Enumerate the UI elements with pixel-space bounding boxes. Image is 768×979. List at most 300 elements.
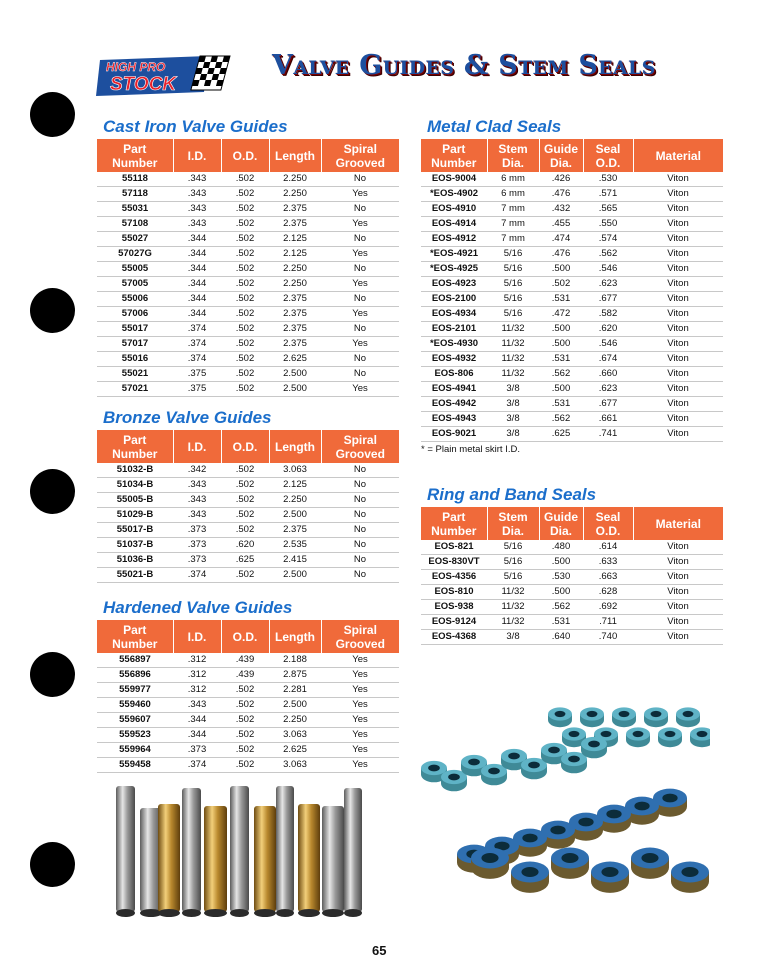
table-cell: 3.063: [269, 758, 321, 773]
table-cell: .620: [583, 322, 633, 337]
table-cell: No: [321, 568, 399, 583]
table-row: [97, 523, 399, 538]
table-cell: .455: [539, 217, 583, 232]
table-cell: Viton: [633, 337, 723, 352]
part-number-cell: EOS-806: [421, 367, 487, 382]
table-cell: Yes: [321, 683, 399, 698]
part-number-cell: 559964: [97, 743, 173, 758]
table-cell: Viton: [633, 232, 723, 247]
svg-text:STOCK: STOCK: [110, 74, 177, 95]
table-cell: .502: [221, 352, 269, 367]
table-row: [421, 277, 723, 292]
table-row: [97, 758, 399, 773]
table-cell: Viton: [633, 307, 723, 322]
column-header: Guide Dia.: [539, 139, 583, 172]
stem-seal: [471, 848, 509, 879]
table-cell: .342: [173, 463, 221, 478]
table-cell: 2.375: [269, 202, 321, 217]
table-cell: 2.415: [269, 553, 321, 568]
valve-guide-tube: [182, 788, 201, 912]
part-number-cell: EOS-4943: [421, 412, 487, 427]
table-cell: .674: [583, 352, 633, 367]
part-number-cell: EOS-4923: [421, 277, 487, 292]
table-cell: .711: [583, 615, 633, 630]
part-number-cell: 57021: [97, 382, 173, 397]
table-cell: .500: [539, 322, 583, 337]
table-cell: .343: [173, 172, 221, 187]
table-cell: Viton: [633, 570, 723, 585]
table-cell: .640: [539, 630, 583, 645]
bronze-guides-table: [97, 430, 399, 583]
table-row: [97, 553, 399, 568]
part-number-cell: 55031: [97, 202, 173, 217]
part-number-cell: 559523: [97, 728, 173, 743]
table-cell: 2.188: [269, 653, 321, 668]
table-cell: .374: [173, 568, 221, 583]
table-cell: 3/8: [487, 427, 539, 442]
page-title: Valve Guides & Stem Seals: [272, 50, 656, 81]
table-cell: Viton: [633, 202, 723, 217]
stem-seal: [658, 727, 682, 747]
valve-guide-tube: [254, 806, 276, 912]
binder-hole: [30, 288, 75, 333]
column-header: Spiral Grooved: [321, 139, 399, 172]
table-cell: No: [321, 463, 399, 478]
column-header: O.D.: [221, 430, 269, 463]
table-cell: .741: [583, 427, 633, 442]
table-cell: No: [321, 553, 399, 568]
part-number-cell: 57108: [97, 217, 173, 232]
part-number-cell: 55005-B: [97, 493, 173, 508]
table-row: [97, 172, 399, 187]
valve-guide-tube: [230, 786, 249, 912]
table-cell: Yes: [321, 187, 399, 202]
table-cell: .502: [221, 322, 269, 337]
table-cell: .344: [173, 728, 221, 743]
binder-hole: [30, 92, 75, 137]
table-cell: No: [321, 478, 399, 493]
table-row: [97, 217, 399, 232]
table-cell: .502: [221, 493, 269, 508]
table-cell: 7 mm: [487, 202, 539, 217]
table-cell: .502: [539, 277, 583, 292]
valve-guide-tube: [204, 806, 227, 912]
pro-stock-logo: [96, 52, 234, 98]
table-cell: 2.625: [269, 352, 321, 367]
table-cell: .562: [539, 367, 583, 382]
table-row: [97, 713, 399, 728]
table-row: [421, 570, 723, 585]
table-cell: .623: [583, 382, 633, 397]
table-row: [421, 202, 723, 217]
part-number-cell: 55021-B: [97, 568, 173, 583]
table-cell: No: [321, 352, 399, 367]
table-cell: .500: [539, 585, 583, 600]
table-cell: Viton: [633, 367, 723, 382]
table-cell: .546: [583, 262, 633, 277]
stem-seals-photo: [420, 698, 710, 920]
table-cell: .343: [173, 202, 221, 217]
table-cell: No: [321, 538, 399, 553]
table-cell: .312: [173, 683, 221, 698]
binder-hole: [30, 652, 75, 697]
table-cell: 2.375: [269, 292, 321, 307]
column-header: O.D.: [221, 139, 269, 172]
part-number-cell: 55017: [97, 322, 173, 337]
table-cell: 5/16: [487, 555, 539, 570]
table-cell: .374: [173, 352, 221, 367]
table-cell: .625: [221, 553, 269, 568]
page-number: 65: [372, 943, 387, 958]
table-cell: .375: [173, 382, 221, 397]
table-cell: .500: [539, 382, 583, 397]
part-number-cell: 55027: [97, 232, 173, 247]
table-cell: .343: [173, 478, 221, 493]
part-number-cell: EOS-4934: [421, 307, 487, 322]
table-cell: .502: [221, 172, 269, 187]
part-number-cell: EOS-830VT: [421, 555, 487, 570]
table-cell: 2.875: [269, 668, 321, 683]
table-row: [97, 277, 399, 292]
part-number-cell: 556897: [97, 653, 173, 668]
table-cell: .661: [583, 412, 633, 427]
table-cell: 2.125: [269, 478, 321, 493]
stem-seal: [591, 862, 629, 893]
table-cell: .502: [221, 292, 269, 307]
table-cell: .500: [539, 555, 583, 570]
part-number-cell: 57118: [97, 187, 173, 202]
valve-guide-tube: [158, 804, 180, 912]
column-header: Part Number: [97, 620, 173, 653]
stem-seal: [676, 707, 700, 727]
table-cell: Viton: [633, 292, 723, 307]
part-number-cell: *EOS-4930: [421, 337, 487, 352]
table-cell: .502: [221, 743, 269, 758]
table-row: [97, 337, 399, 352]
part-number-cell: *EOS-4902: [421, 187, 487, 202]
part-number-cell: EOS-4914: [421, 217, 487, 232]
table-cell: 3/8: [487, 382, 539, 397]
valve-guide-tube: [276, 786, 294, 912]
table-cell: .343: [173, 187, 221, 202]
part-number-cell: *EOS-4921: [421, 247, 487, 262]
column-header: Seal O.D.: [583, 507, 633, 540]
section-title-metal-clad: Metal Clad Seals: [427, 117, 562, 136]
table-row: [97, 653, 399, 668]
stem-seal: [626, 727, 650, 747]
stem-seal: [441, 770, 467, 791]
table-cell: 5/16: [487, 262, 539, 277]
table-cell: 2.250: [269, 493, 321, 508]
table-row: [97, 202, 399, 217]
table-row: [421, 217, 723, 232]
table-row: [421, 307, 723, 322]
table-cell: 2.375: [269, 307, 321, 322]
stem-seal: [521, 758, 547, 779]
part-number-cell: 57017: [97, 337, 173, 352]
table-cell: Viton: [633, 412, 723, 427]
section-title-hardened: Hardened Valve Guides: [103, 598, 293, 617]
table-row: [421, 540, 723, 555]
column-header: I.D.: [173, 620, 221, 653]
part-number-cell: 55017-B: [97, 523, 173, 538]
table-cell: 2.125: [269, 232, 321, 247]
table-cell: Yes: [321, 713, 399, 728]
table-cell: 2.500: [269, 508, 321, 523]
column-header: Length: [269, 620, 321, 653]
valve-guide-tube: [322, 806, 344, 912]
stem-seal: [612, 707, 636, 727]
table-cell: .343: [173, 508, 221, 523]
column-header: Guide Dia.: [539, 507, 583, 540]
table-row: [421, 630, 723, 645]
table-cell: .502: [221, 463, 269, 478]
table-cell: .373: [173, 743, 221, 758]
table-row: [421, 322, 723, 337]
part-number-cell: EOS-4932: [421, 352, 487, 367]
table-cell: 2.375: [269, 523, 321, 538]
column-header: Length: [269, 430, 321, 463]
part-number-cell: EOS-821: [421, 540, 487, 555]
table-row: [97, 508, 399, 523]
table-cell: .740: [583, 630, 633, 645]
table-cell: .480: [539, 540, 583, 555]
cast-iron-guides-table: [97, 139, 399, 397]
table-row: [97, 698, 399, 713]
table-cell: .374: [173, 337, 221, 352]
stem-seal: [690, 727, 710, 747]
stem-seal: [511, 862, 549, 893]
table-cell: Viton: [633, 187, 723, 202]
part-number-cell: *EOS-4925: [421, 262, 487, 277]
table-row: [421, 292, 723, 307]
table-cell: .531: [539, 352, 583, 367]
part-number-cell: EOS-4910: [421, 202, 487, 217]
table-cell: 2.250: [269, 187, 321, 202]
part-number-cell: 51029-B: [97, 508, 173, 523]
table-cell: .373: [173, 553, 221, 568]
table-cell: .628: [583, 585, 633, 600]
table-cell: 2.500: [269, 382, 321, 397]
table-row: [97, 262, 399, 277]
table-cell: Yes: [321, 668, 399, 683]
table-cell: 2.500: [269, 367, 321, 382]
column-header: I.D.: [173, 139, 221, 172]
table-cell: No: [321, 202, 399, 217]
table-cell: Yes: [321, 337, 399, 352]
table-row: [97, 568, 399, 583]
table-row: [97, 352, 399, 367]
table-cell: Viton: [633, 630, 723, 645]
part-number-cell: 55006: [97, 292, 173, 307]
table-cell: .502: [221, 713, 269, 728]
table-cell: .500: [539, 337, 583, 352]
table-cell: .571: [583, 187, 633, 202]
table-row: [97, 322, 399, 337]
part-number-cell: 51037-B: [97, 538, 173, 553]
part-number-cell: EOS-9004: [421, 172, 487, 187]
table-cell: .550: [583, 217, 633, 232]
table-cell: .500: [539, 262, 583, 277]
column-header: Part Number: [97, 430, 173, 463]
table-cell: .660: [583, 367, 633, 382]
part-number-cell: 55021: [97, 367, 173, 382]
table-cell: 11/32: [487, 367, 539, 382]
footnote: * = Plain metal skirt I.D.: [421, 444, 520, 455]
table-cell: 2.375: [269, 322, 321, 337]
table-row: [421, 615, 723, 630]
part-number-cell: 57027G: [97, 247, 173, 262]
table-cell: Viton: [633, 322, 723, 337]
table-cell: Viton: [633, 262, 723, 277]
binder-hole: [30, 469, 75, 514]
column-header: Part Number: [421, 139, 487, 172]
table-cell: .426: [539, 172, 583, 187]
part-number-cell: 559460: [97, 698, 173, 713]
section-title-cast-iron: Cast Iron Valve Guides: [103, 117, 288, 136]
table-row: [97, 743, 399, 758]
table-cell: .663: [583, 570, 633, 585]
table-cell: .344: [173, 247, 221, 262]
table-cell: Viton: [633, 247, 723, 262]
table-row: [421, 262, 723, 277]
table-row: [97, 367, 399, 382]
hardened-guides-table: [97, 620, 399, 773]
table-cell: 2.250: [269, 262, 321, 277]
table-row: [421, 367, 723, 382]
table-row: [421, 337, 723, 352]
table-cell: 5/16: [487, 540, 539, 555]
table-cell: 11/32: [487, 585, 539, 600]
part-number-cell: 559607: [97, 713, 173, 728]
table-cell: 2.500: [269, 698, 321, 713]
table-cell: .344: [173, 713, 221, 728]
stem-seal: [548, 707, 572, 727]
table-row: [421, 382, 723, 397]
part-number-cell: 51036-B: [97, 553, 173, 568]
part-number-cell: 55005: [97, 262, 173, 277]
table-cell: 5/16: [487, 247, 539, 262]
valve-guides-photo: [98, 782, 374, 924]
column-header: Part Number: [97, 139, 173, 172]
table-cell: 11/32: [487, 337, 539, 352]
table-row: [421, 352, 723, 367]
table-cell: .343: [173, 698, 221, 713]
table-cell: Yes: [321, 307, 399, 322]
column-header: Spiral Grooved: [321, 430, 399, 463]
table-row: [97, 382, 399, 397]
table-cell: Viton: [633, 217, 723, 232]
column-header: Material: [633, 139, 723, 172]
table-cell: 3.063: [269, 728, 321, 743]
table-cell: No: [321, 172, 399, 187]
table-cell: .614: [583, 540, 633, 555]
table-cell: .562: [583, 247, 633, 262]
table-row: [97, 683, 399, 698]
table-cell: .343: [173, 217, 221, 232]
table-cell: .502: [221, 728, 269, 743]
table-cell: .502: [221, 202, 269, 217]
table-cell: Viton: [633, 555, 723, 570]
table-cell: .582: [583, 307, 633, 322]
part-number-cell: 55118: [97, 172, 173, 187]
table-cell: 3.063: [269, 463, 321, 478]
table-cell: .502: [221, 523, 269, 538]
table-cell: 2.250: [269, 172, 321, 187]
part-number-cell: 51034-B: [97, 478, 173, 493]
table-cell: .531: [539, 292, 583, 307]
column-header: Material: [633, 507, 723, 540]
table-cell: 5/16: [487, 277, 539, 292]
table-cell: 5/16: [487, 292, 539, 307]
table-cell: .344: [173, 262, 221, 277]
table-cell: 2.125: [269, 247, 321, 262]
table-cell: .502: [221, 698, 269, 713]
table-cell: 2.281: [269, 683, 321, 698]
table-cell: .502: [221, 277, 269, 292]
table-row: [421, 600, 723, 615]
table-cell: .373: [173, 538, 221, 553]
table-cell: No: [321, 232, 399, 247]
table-cell: .502: [221, 683, 269, 698]
stem-seal: [581, 737, 607, 758]
table-cell: .530: [539, 570, 583, 585]
table-cell: Yes: [321, 277, 399, 292]
part-number-cell: EOS-2100: [421, 292, 487, 307]
table-cell: No: [321, 322, 399, 337]
table-cell: .562: [539, 412, 583, 427]
table-row: [97, 292, 399, 307]
stem-seal: [561, 752, 587, 773]
table-cell: Yes: [321, 698, 399, 713]
table-cell: .502: [221, 367, 269, 382]
part-number-cell: EOS-4912: [421, 232, 487, 247]
table-cell: 2.250: [269, 277, 321, 292]
column-header: Spiral Grooved: [321, 620, 399, 653]
table-cell: .472: [539, 307, 583, 322]
table-row: [97, 463, 399, 478]
table-cell: .502: [221, 478, 269, 493]
table-cell: 5/16: [487, 570, 539, 585]
table-cell: Yes: [321, 728, 399, 743]
section-title-ring-band: Ring and Band Seals: [427, 485, 597, 504]
table-cell: .502: [221, 262, 269, 277]
table-cell: .502: [221, 247, 269, 262]
table-cell: 3/8: [487, 412, 539, 427]
metal-clad-seals-table: [421, 139, 723, 442]
part-number-cell: 51032-B: [97, 463, 173, 478]
table-cell: 11/32: [487, 600, 539, 615]
table-cell: .531: [539, 615, 583, 630]
stem-seal: [644, 707, 668, 727]
table-cell: Viton: [633, 615, 723, 630]
table-row: [97, 668, 399, 683]
table-row: [421, 247, 723, 262]
table-cell: .502: [221, 382, 269, 397]
column-header: Stem Dia.: [487, 507, 539, 540]
table-cell: No: [321, 523, 399, 538]
table-cell: 11/32: [487, 352, 539, 367]
table-row: [421, 427, 723, 442]
table-cell: .344: [173, 307, 221, 322]
table-cell: Viton: [633, 352, 723, 367]
table-cell: .502: [221, 217, 269, 232]
table-cell: 11/32: [487, 322, 539, 337]
column-header: I.D.: [173, 430, 221, 463]
table-cell: .502: [221, 307, 269, 322]
table-cell: .502: [221, 232, 269, 247]
valve-guide-tube: [298, 804, 320, 912]
